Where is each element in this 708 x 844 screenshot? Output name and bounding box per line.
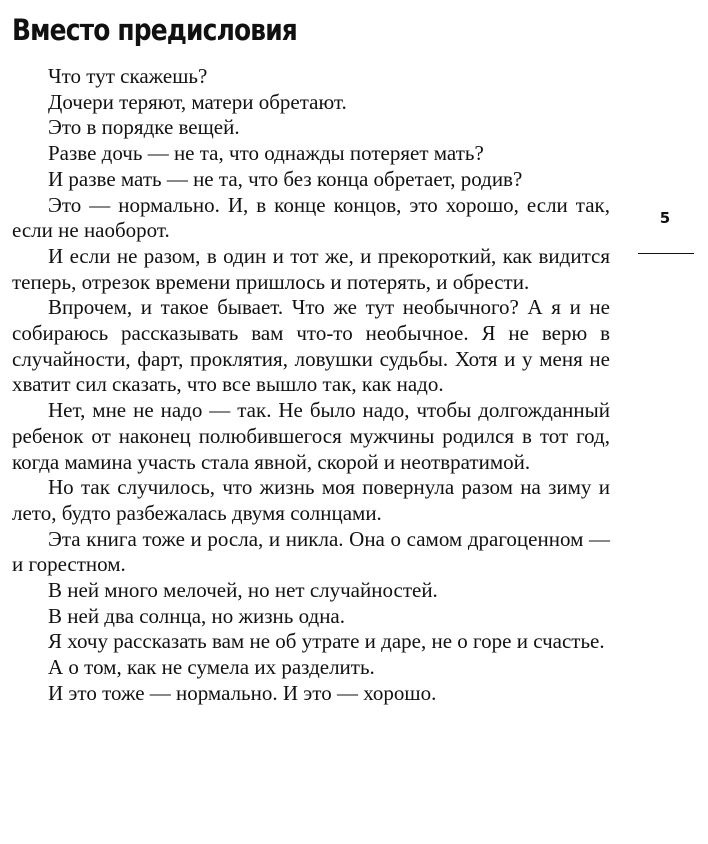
page-title: Вместо предисловия bbox=[12, 13, 297, 47]
page-number: 5 bbox=[659, 209, 671, 227]
paragraph: Что тут скажешь? bbox=[48, 64, 208, 88]
paragraph: И разве мать — не та, что без конца обретает, родив? bbox=[48, 166, 523, 191]
page-number-rule bbox=[638, 253, 694, 254]
paragraph: Это в порядке вещей. bbox=[48, 115, 240, 140]
paragraph: Дочери теряют, матери обретают. bbox=[48, 89, 347, 114]
paragraph: Эта книга тоже и росла, и никла. Она о самом драгоценном — и горестном. bbox=[12, 526, 610, 577]
body-text bbox=[12, 64, 610, 707]
paragraph: Нет, мне не надо — так. Не было надо, чтобы долгожданный ребенок от наконец полюбившегося мужчины родился в тот год, когда мамина участь стала явной, скорой и неотвратимой. bbox=[12, 398, 610, 474]
paragraph: Но так случилось, что жизнь моя повернула разом на зиму и лето, будто разбежалась двумя солнцами. bbox=[12, 475, 610, 525]
paragraph: Это — нормально. И, в конце концов, это хорошо, если так, если не наоборот. bbox=[12, 192, 610, 243]
paragraph: И это тоже — нормально. И это — хорошо. bbox=[48, 680, 437, 705]
paragraph: Впрочем, и такое бывает. Что же тут необычного? А я и не собираюсь рассказывать вам что-то необычное. Я не верю в случайности, фарт, проклятия, ловушки судьбы. Хотя и у меня не хватит сил сказать, что все вышло так, как надо. bbox=[12, 295, 610, 397]
paragraph: В ней много мелочей, но нет случайностей. bbox=[48, 578, 438, 603]
paragraph: В ней два солнца, но жизнь одна. bbox=[48, 603, 346, 628]
paragraph: И если не разом, в один и тот же, и прекороткий, как видится теперь, отрезок времени пришлось и потерять, и обрести. bbox=[12, 243, 610, 294]
paragraph: А о том, как не сумела их разделить. bbox=[48, 655, 375, 680]
paragraph: Я хочу рассказать вам не об утрате и даре, не о горе и счастье. bbox=[48, 629, 605, 654]
paragraph: Разве дочь — не та, что однажды потеряет мать? bbox=[48, 141, 484, 166]
